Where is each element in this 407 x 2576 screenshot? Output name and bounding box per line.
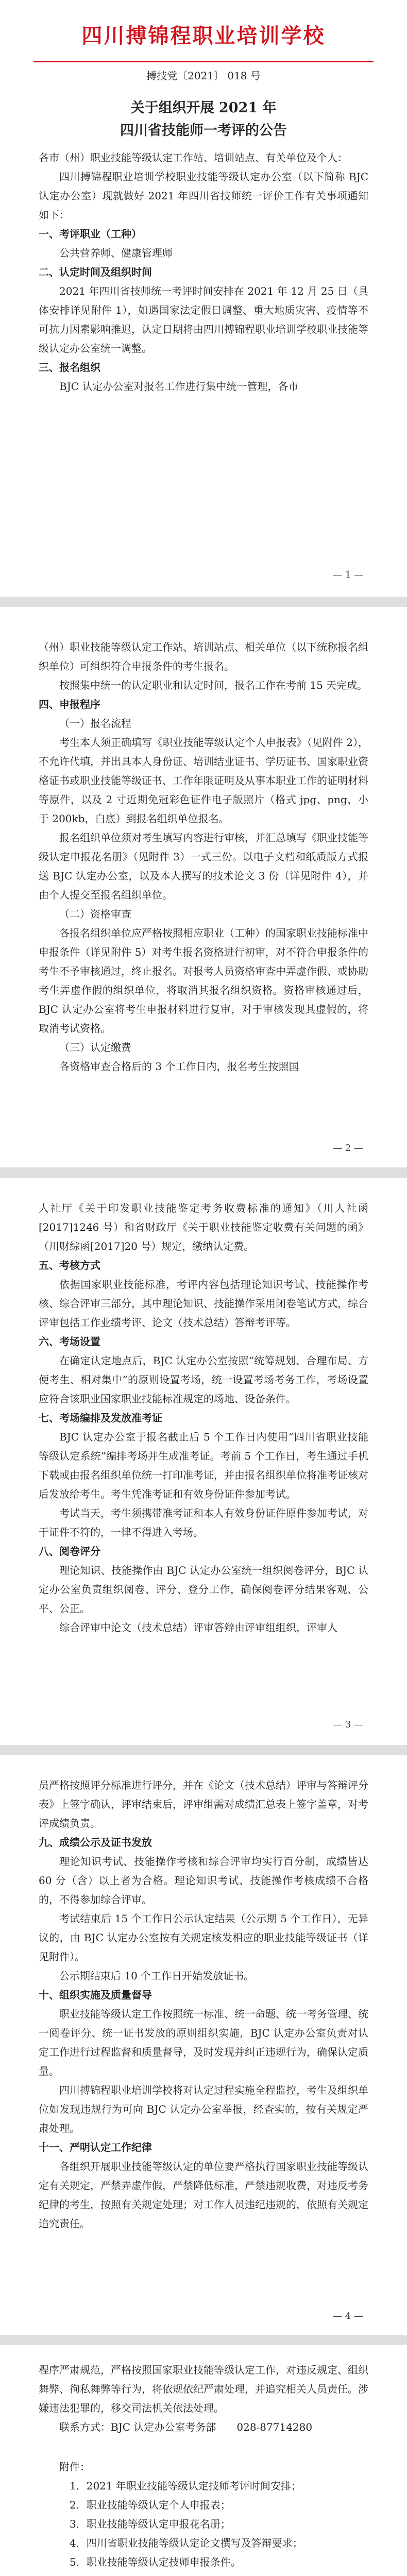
paragraph: 人社厅《关于印发职业技能鉴定考务收费标准的通知》（川人社函[2017]1246 号）和省财政厅《关于职业技能鉴定收费有关问题的函》（川财综函[2017]20 号）规定，缴纳认定费。 (39, 1202, 368, 1252)
paragraph: 依据国家职业技能标准，考评内容包括理论知识考试、技能操作考核、综合评审三部分，其中理论知识、技能操作采用闭卷笔试方式，综合评审包括工作业绩考评、论文（技术总结）答辩考评等。 (39, 1278, 368, 1329)
section-heading: 二、认定时间及组织时间 (39, 266, 152, 278)
paragraph: 理论知识考试、技能操作考核和综合评审均实行百分制，成绩皆达 60 分（含）以上者为合格。理论知识考试、技能操作考核成绩不合格的，不得参加综合评审。 (39, 1855, 368, 1906)
page-number: — 3 — (333, 1719, 363, 1730)
paragraph: BJC 认定办公室于报名截止后 5 个工作日内使用“四川省职业技能等级认定系统”编排考场并生成准考证。考前 5 个工作日，考生通过手机下载或由报名组织单位统一打印准考证，并由报名组织单位将准考证核对后发放给考生。考生凭准考证和有效身份证件参加考试。 (39, 1431, 368, 1500)
intro-paragraph: 四川搏锦程职业培训学校职业技能等级认定办公室（以下简称 BJC 认定办公室）现就做好 2021 年四川省技师统一评价工作有关事项通知如下： (39, 171, 368, 221)
attachment-list (39, 2477, 368, 2572)
contact-line: 联系方式：BJC 认定办公室考务部 028-87714280 (59, 2421, 313, 2433)
section-heading: 四、申报程序 (39, 698, 100, 710)
paragraph: 考试当天，考生须携带准考证和本人有效身份证件原件参加考试，对于证件不符的，一律不得进入考场。 (39, 1507, 368, 1538)
subsection-heading: （二）资格审查 (59, 908, 131, 920)
attachment-item: 3．职业技能等级认定申报花名册； (70, 2518, 231, 2530)
subsection-heading: （一）报名流程 (59, 717, 131, 730)
page-5 (0, 2345, 407, 2576)
paragraph: 各组织开展职业技能等级认定的单位要严格执行国家职业技能等级认定有关规定，严禁弄虚作假，严禁降低标准，严禁违规收费，对违反考务纪律的考生，按照有关规定处理；对工作人员违纪违规的，依照有关规定追究责任。 (39, 2160, 368, 2230)
page-number: — 4 — (333, 2311, 363, 2321)
title-line-1: 关于组织开展 2021 年 (130, 100, 277, 116)
page-4 (0, 1755, 407, 2335)
paragraph: 报名组织单位须对考生填写内容进行审核，并汇总填写《职业技能等级认定申报花名册》（见附件 3）一式三份。以电子文档和纸质版方式报送 BJC 认定办公室，以及本人撰写的技术论文 3 份（详见附件 4），并由个人提交至报名组织单位。 (39, 832, 368, 901)
section-heading: 三、报名组织 (39, 361, 100, 374)
masthead-red-line (33, 61, 374, 62)
paragraph: 各资格审查合格后的 3 个工作日内，报名考生按照国 (59, 1060, 299, 1073)
section-heading: 九、成绩公示及证书发放 (39, 1836, 152, 1849)
paragraph: 2021 年四川省技师统一考评时间安排在 2021 年 12 月 25 日（具体安排详见附件 1），如遇国家法定假日调整、重大地质灾害、疫情等不可抗力因素影响推迟，认定日期将由四川搏锦程职业培训学校职业技能等级认定办公室统一调整。 (39, 285, 368, 354)
section-heading: 一、考评职业（工种） (39, 228, 142, 240)
paragraph: 职业技能等级认定工作按照统一标准、统一命题、统一考务管理、统一阅卷评分、统一证书发放的原则组织实施，BJC 认定办公室负责对认定工作进行过程监督和质量督导，及时发现并纠正违规行为，确保认定质量。 (39, 2008, 368, 2077)
page-1 (0, 0, 407, 597)
attachment-item: 1．2021 年职业技能等级认定技师考评时间安排； (70, 2480, 301, 2492)
paragraph: 公共营养师、健康管理师 (59, 247, 173, 259)
page-number: — 2 — (333, 1143, 363, 1154)
paragraph: 各报名组织单位应严格按照相应职业（工种）的国家职业技能标准中申报条件（详见附件 5）对考生报名资格进行初审，对不符合申报条件的考生不予审核通过，终止报名。对报考人员资格审查中弄虚作假、或协助考生弄虚作假的组织单位，将取消其报名组织资格。资格审核通过后，BJC 认定办公室将考生申报材料进行复审，对于审核发现其虚假的，将取消考试资格。 (39, 927, 368, 1035)
paragraph: 四川搏锦程职业培训学校将对认定过程实施全程监控，考生及组织单位如发现违规行为可向 BJC 认定办公室举报，经查实的，按有关规定严肃处理。 (39, 2084, 368, 2134)
attachment-item: 5．职业技能等级认定技师申报条件。 (70, 2556, 241, 2568)
masthead: 四川搏锦程职业培训学校 (81, 24, 326, 48)
attachment-item: 4．四川省职业技能等级认定论文撰写及答辩要求； (70, 2537, 303, 2549)
paragraph: 员严格按照评分标准进行评分，并在《论文（技术总结）评审与答辩评分表》上签字确认，评审结束后，评审组需对成绩汇总表上签字盖章，对考评成绩负责。 (39, 1779, 368, 1829)
section-heading: 七、考场编排及发放准考证 (39, 1412, 162, 1424)
page-2 (0, 607, 407, 1167)
section-heading: 八、阅卷评分 (39, 1545, 100, 1557)
title-line-2: 四川省技能师一考评的公告 (120, 123, 287, 139)
page-number: — 1 — (333, 569, 363, 580)
section-heading: 六、考场设置 (39, 1335, 100, 1348)
attachment-label: 附件： (59, 2461, 90, 2473)
paragraph: 理论知识、技能操作由 BJC 认定办公室统一组织阅卷评分，BJC 认定办公室负责组织阅卷、评分、登分工作，确保阅卷评分结果客观、公平、公正。 (39, 1564, 368, 1615)
paragraph: 考试结束后 15 个工作日公示认定结果（公示期 5 个工作日），无异议的，由 BJC 认定办公室按有关规定核发相应的职业技能等级证书（详见附件）。 (39, 1912, 368, 1963)
paragraph: 程序严肃规范，严格按照国家职业技能等级认定工作，对违反规定、组织舞弊、徇私舞弊等行为，将依规依纪严肃处理，并追究相关人员责任。涉嫌违法犯罪的，移交司法机关依法处理。 (39, 2364, 368, 2414)
paragraph: 在确定认定地点后，BJC 认定办公室按照“统筹规划、合理布局、方便考生、相对集中”的原则设置考场，统一设置考场考务工作，考场设置应符合该职业国家职业技能标准规定的场地、设备条件。 (39, 1354, 368, 1405)
section-heading: 十、组织实施及质量督导 (39, 1989, 152, 2001)
doc-number: 搏技党〔2021〕 018 号 (146, 70, 261, 82)
paragraph: 考生本人须正确填写《职业技能等级认定个人申报表》（见附件 2），不允许代填，并出具本人身份证、培训结业证书、学历证书、国家职业资格证书或职业技能等级证书、工作年限证明及从事本职业工作的证明材料等原件，以及 2 寸近期免冠彩色证件电子版照片（格式 jpg、png，小于 200kb，白底）到报名组织单位报名。 (39, 736, 368, 825)
section-heading: 五、考核方式 (39, 1259, 100, 1272)
salutation: 各市（州）职业技能等级认定工作站、培训站点、有关单位及个人： (39, 151, 348, 164)
paragraph: （州）职业技能等级认定工作站、培训站点、相关单位（以下统称报名组织单位）可组织符合申报条件的考生报名。 (39, 641, 368, 672)
attachment-item: 2．职业技能等级认定个人申报表； (70, 2499, 231, 2511)
section-heading: 十一、严明认定工作纪律 (39, 2141, 152, 2154)
page-3 (0, 1178, 407, 1745)
paragraph: 综合评审中论文（技术总结）评审答辩由评审组组织，评审人 (59, 1621, 337, 1634)
paragraph: 公示期结束后 10 个工作日开始发放证书。 (59, 1970, 255, 1982)
paragraph: BJC 认定办公室对报名工作进行集中统一管理，各市 (59, 380, 299, 393)
subsection-heading: （三）认定缴费 (59, 1041, 131, 1054)
paragraph: 按照集中统一的认定职业和认定时间，报名工作在考前 15 天完成。 (59, 679, 368, 691)
